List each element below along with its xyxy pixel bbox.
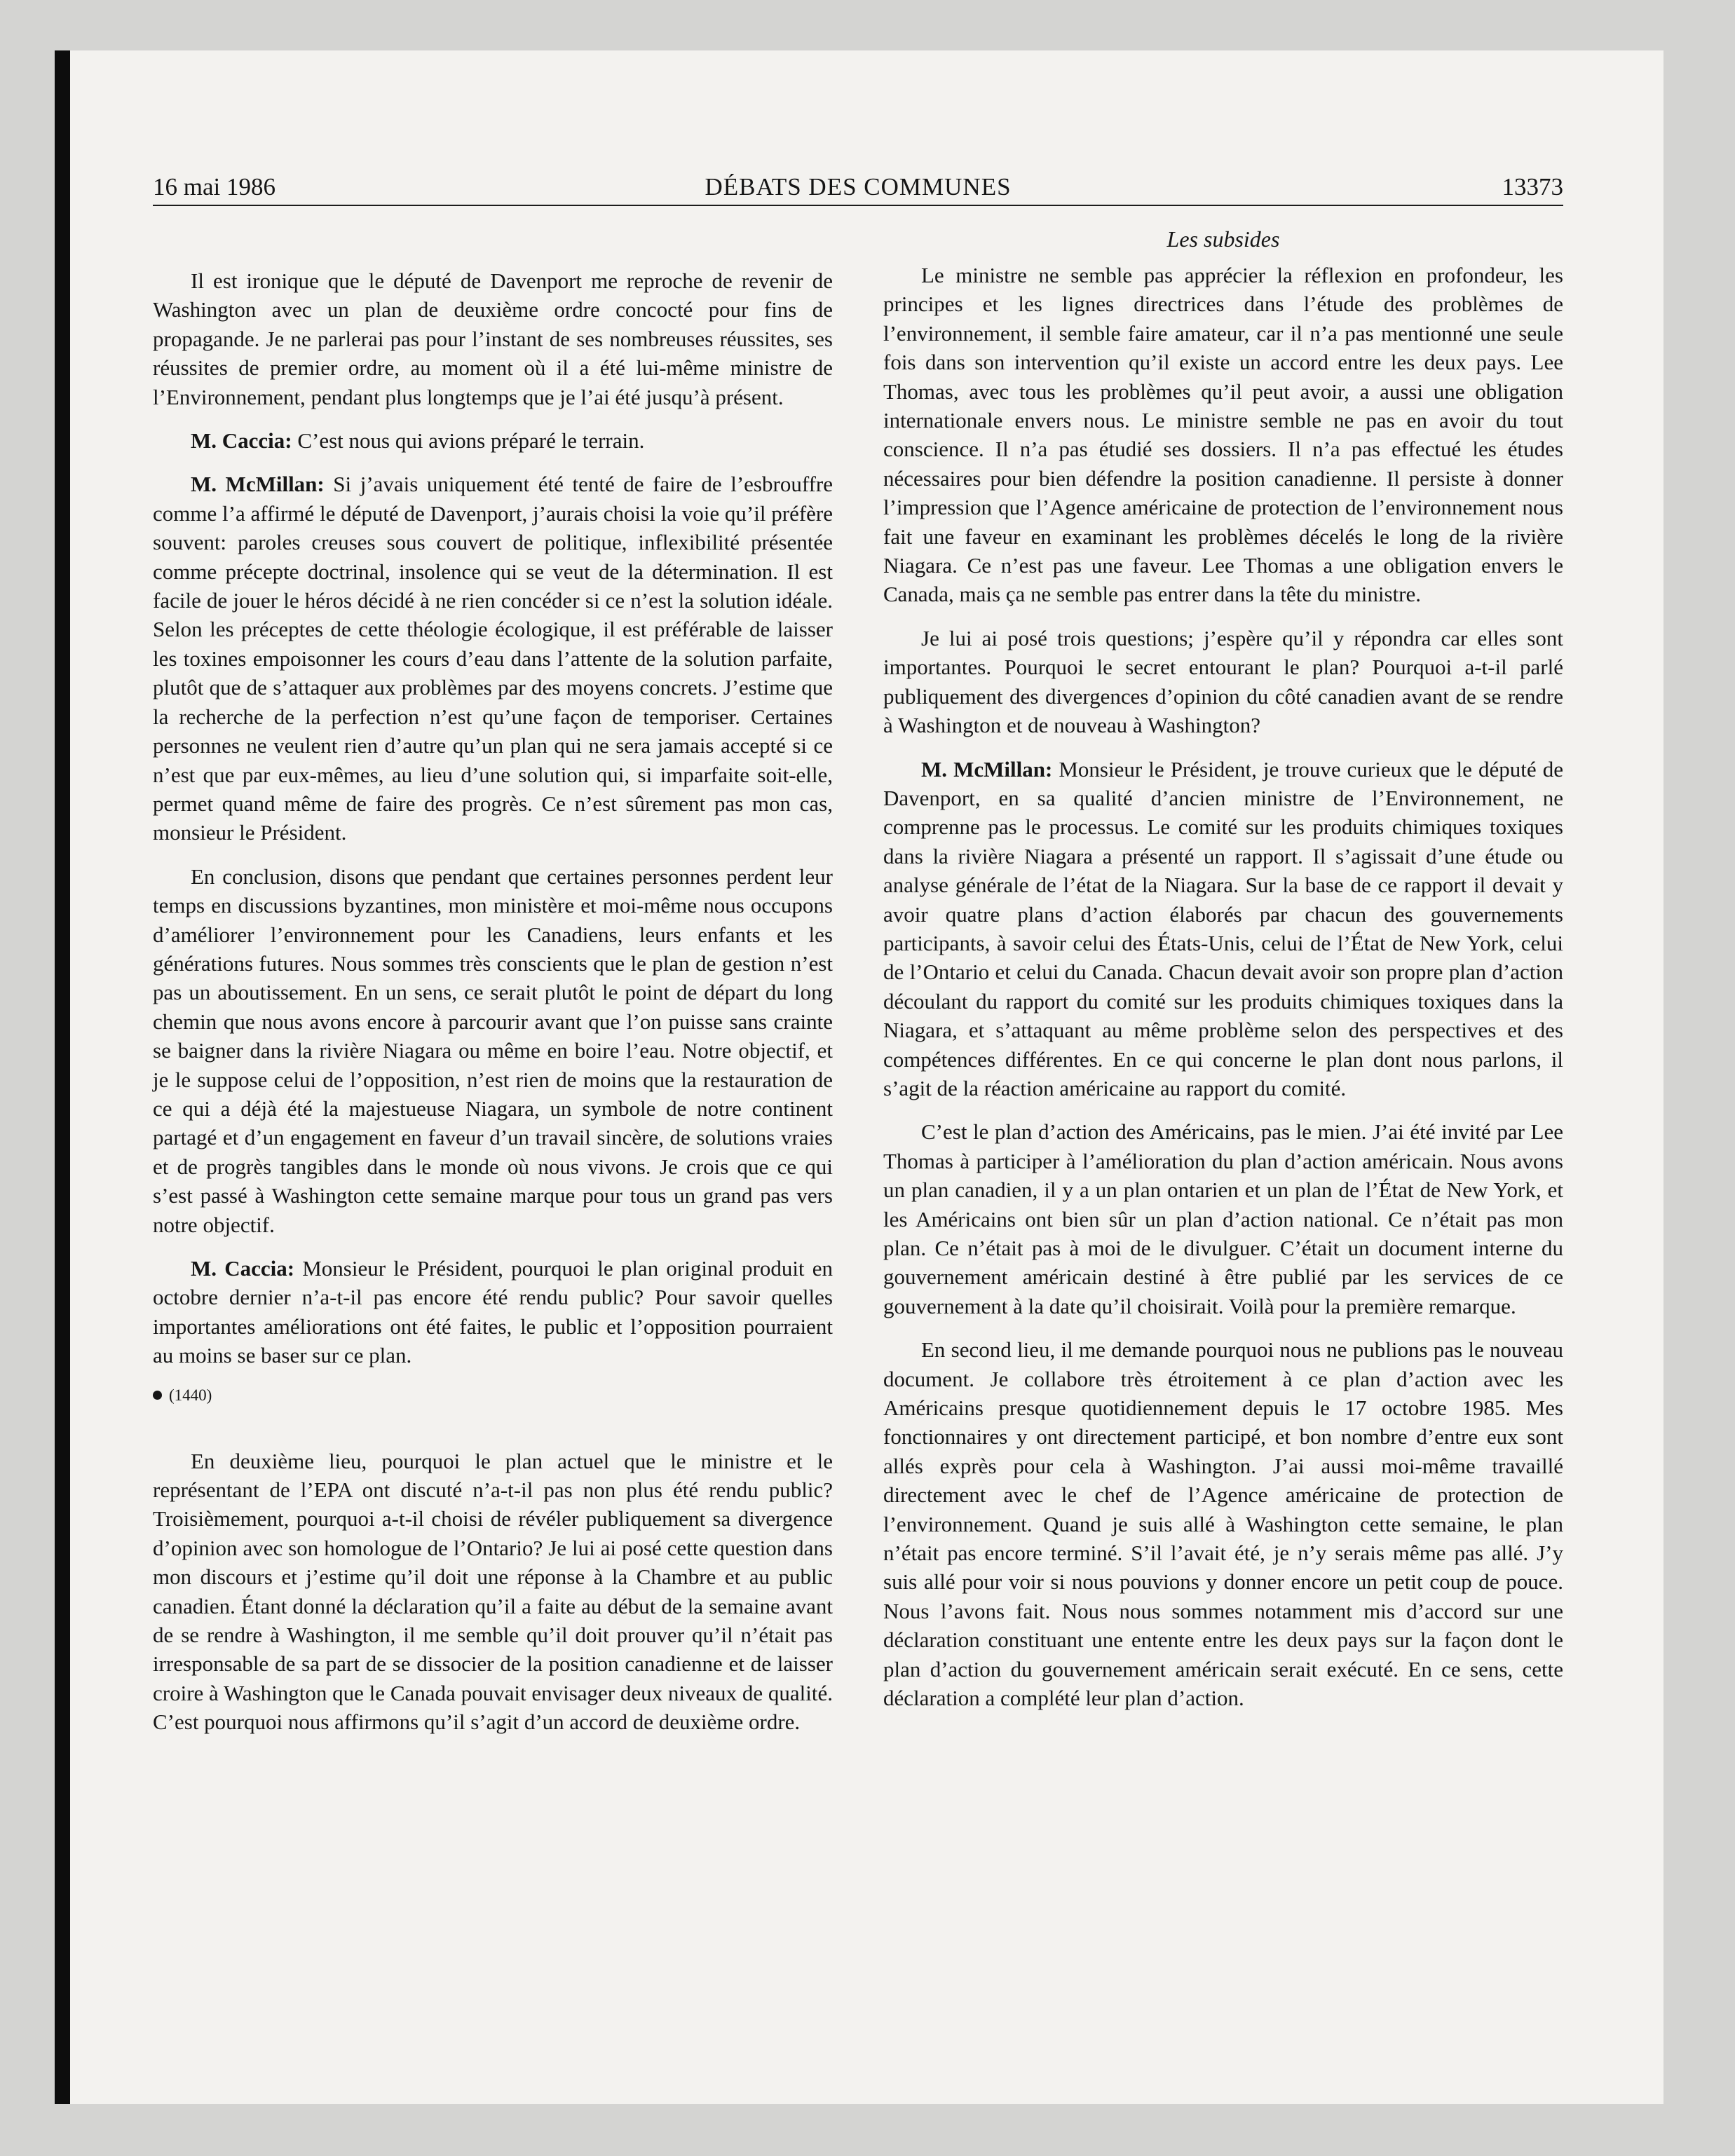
speech — [153, 470, 833, 847]
right-column — [883, 224, 1563, 1728]
speech — [153, 426, 833, 455]
page-number: 13373 — [1502, 173, 1563, 200]
speech-text: Si j’avais uniquement été tenté de faire de l’esbrouffre comme l’a affirmé le député de Davenport, j’aurais choisi la voie qu’il préfère souvent: paroles creuses sous couvert de politique, inflexibilité présentée comme précepte doctrinal, insolence qui se veut de la détermination. Il est facile de jouer le héros décidé à ne rien concéder si ce n’est la solution idéale. Selon les préceptes de cette théologie écologique, il est préférable de laisser les toxines empoisonner les cours d’eau dans l’attente de la solution parfaite, plutôt que de s’attaquer aux problèmes par des moyens concrets. J’estime que la recherche de la perfection n’est qu’une façon de temporiser. Certaines personnes ne veulent rien d’autre qu’un plan qui ne sera jamais accepté si ce n’est que par eux-mêmes, au lieu d’une solution qui, si imparfaite soit-elle, permet quand même de faire des progrès. Ce n’est sûrement pas mon cas, monsieur le Président. — [153, 472, 833, 845]
bullet-icon — [153, 1391, 162, 1400]
journal-title: DÉBATS DES COMMUNES — [705, 173, 1012, 200]
left-column — [153, 266, 833, 1752]
speech-text: C’est nous qui avions préparé le terrain. — [292, 428, 645, 453]
paragraph: En second lieu, il me demande pourquoi nous ne publions pas le nouveau document. Je collabore très étroitement à ce plan d’action avec les Américains presque quotidiennement depuis le 17 octobre 1985. Mes fonctionnaires y ont directement participé, et bon nombre d’entre eux sont allés exprès pour cela à Washington. J’ai aussi moi-même travaillé directement avec le chef de l’Agence américaine de protection de l’environnement. Quand je suis allé à Washington cette semaine, le plan n’était pas encore terminé. S’il l’avait été, je n’y serais même pas allé. J’y suis allé pour voir si nous pouvions y donner encore un petit coup de pouce. Nous l’avons fait. Nous nous sommes notamment mis d’accord sur une déclaration constituant une entente entre les deux pays sur la façon dont le plan d’action du gouvernement américain serait exécuté. En ce sens, cette déclaration a complété leur plan d’action. — [883, 1337, 1563, 1711]
paragraph: C’est le plan d’action des Américains, pas le mien. J’ai été invité par Lee Thomas à participer à l’amélioration du plan d’action américain. Nous avons un plan canadien, il y a un plan ontarien et un plan de l’État de New York, et les Américains ont bien sûr un plan d’action national. Ce n’était pas mon plan. Ce n’était pas à moi de le divulguer. C’était un document interne du gouvernement américain destiné à être publié par les services de ce gouvernement à la date qu’il choisirait. Voilà pour la première remarque. — [883, 1119, 1563, 1318]
paragraph: Le ministre ne semble pas apprécier la réflexion en profondeur, les principes et les lignes directrices dans l’étude des problèmes de l’environnement, il semble faire amateur, car il n’a pas mentionné une seule fois dans son intervention qu’il existe un accord entre les deux pays. Lee Thomas, avec tous les problèmes qu’il peut avoir, a aussi une obligation internationale envers nous. Le ministre semble ne pas en avoir du tout conscience. Il n’a pas étudié ses dossiers. Il n’a pas effectué les études nécessaires pour bien défendre la position canadienne. Il persiste à donner l’impression que l’Agence américaine de protection de l’environnement nous fait une faveur en examinant les problèmes décelés le long de la rivière Niagara. Ce n’est pas une faveur. Lee Thomas a une obligation envers le Canada, mais ça ne semble pas entrer dans la tête du ministre. — [883, 263, 1563, 607]
running-head — [153, 170, 1563, 204]
speaker-name: M. McMillan: — [191, 472, 325, 497]
time-marker — [153, 1385, 833, 1406]
speech-text: Monsieur le Président, pourquoi le plan original produit en octobre dernier n’a-t-il pas encore été rendu public? Pour savoir quelles importantes améliorations ont été faites, le public et l’opposition pourraient au moins se baser sur ce plan. — [153, 1256, 833, 1368]
paragraph: En conclusion, disons que pendant que certaines personnes perdent leur temps en discussions byzantines, mon ministère et moi-même nous occupons d’améliorer l’environnement pour les Canadiens, leurs enfants et les générations futures. Nous sommes très conscients que le plan de gestion n’est pas un aboutissement. En un sens, ce serait plutôt le point de départ du long chemin que nous avons encore à parcourir avant que l’on puisse sans crainte se baigner dans la rivière Niagara ou même en boire l’eau. Notre objectif, et je le suppose celui de l’opposition, n’est rien de moins que la restauration de ce qui a déjà été la majestueuse Niagara, un symbole de notre continent partagé et d’un engagement en faveur d’un travail sincère, de solutions vraies et de progrès tangibles dans le monde où nous vivons. Je crois que ce qui s’est passé à Washington cette semaine marque pour tous un grand pas vers notre objectif. — [153, 864, 833, 1237]
paragraph: En deuxième lieu, pourquoi le plan actuel que le ministre et le représentant de l’EPA ont discuté n’a-t-il pas non plus été rendu public? Troisièmement, pourquoi a-t-il choisi de révéler publiquement sa divergence d’opinion avec son homologue de l’Ontario? Je lui ai posé cette question dans mon discours et j’estime qu’il doit une réponse à la Chambre et au public canadien. Étant donné la déclaration qu’il a faite au début de la semaine avant de se rendre à Washington, il me semble qu’il doit prouver qu’il n’était pas irresponsable de sa part de se dissocier de la position canadienne et de laisser croire à Washington que le Canada pouvait envisager deux niveaux de qualité. C’est pourquoi nous affirmons qu’il s’agit d’un accord de deuxième ordre. — [153, 1448, 833, 1735]
scan-edge-shadow — [55, 50, 70, 2104]
speech — [883, 755, 1563, 1103]
paragraph: Il est ironique que le député de Davenport me reproche de revenir de Washington avec un plan de deuxième ordre concocté pour fins de propagande. Je ne parlerai pas pour l’instant de ses nombreuses réussites, ses réussites de premier ordre, au moment où il a été lui-même ministre de l’Environnement, pendant plus longtemps que je l’ai été jusqu’à présent. — [153, 268, 833, 409]
speech-text: Monsieur le Président, je trouve curieux que le député de Davenport, en sa qualité d’ancien ministre de l’Environnement, ne comprenne pas le processus. Le comité sur les produits chimiques toxiques dans la rivière Niagara a présenté un rapport. Il s’agissait d’une étude ou analyse générale de l’état de la Niagara. Sur la base de ce rapport il devait y avoir quatre plans d’action élaborés par chacun des gouvernements participants, à savoir celui des États-Unis, celui de l’État de New York, celui de l’Ontario et celui du Canada. Chacun devait avoir son propre plan d’action découlant du rapport du comité sur les produits chimiques toxiques dans la Niagara, et s’attaquant au même problème selon des perspectives et des compétences différentes. En ce qui concerne le plan dont nous parlons, il s’agit de la réaction américaine au rapport du comité. — [883, 756, 1563, 1100]
header-rule — [153, 205, 1563, 206]
header-date: 16 mai 1986 — [153, 173, 275, 200]
speech — [153, 1254, 833, 1370]
section-heading: Les subsides — [1166, 226, 1280, 252]
speaker-name: M. Caccia: — [191, 1256, 295, 1281]
time-marker-text: (1440) — [169, 1386, 212, 1404]
speaker-name: M. McMillan: — [921, 756, 1053, 782]
paragraph: Je lui ai posé trois questions; j’espère qu’il y répondra car elles sont importantes. Pourquoi le secret entourant le plan? Pourquoi a-t-il parlé publiquement des divergences d’opinion du côté canadien avant de se rendre à Washington et de nouveau à Washington? — [883, 625, 1563, 738]
speaker-name: M. Caccia: — [191, 428, 292, 453]
